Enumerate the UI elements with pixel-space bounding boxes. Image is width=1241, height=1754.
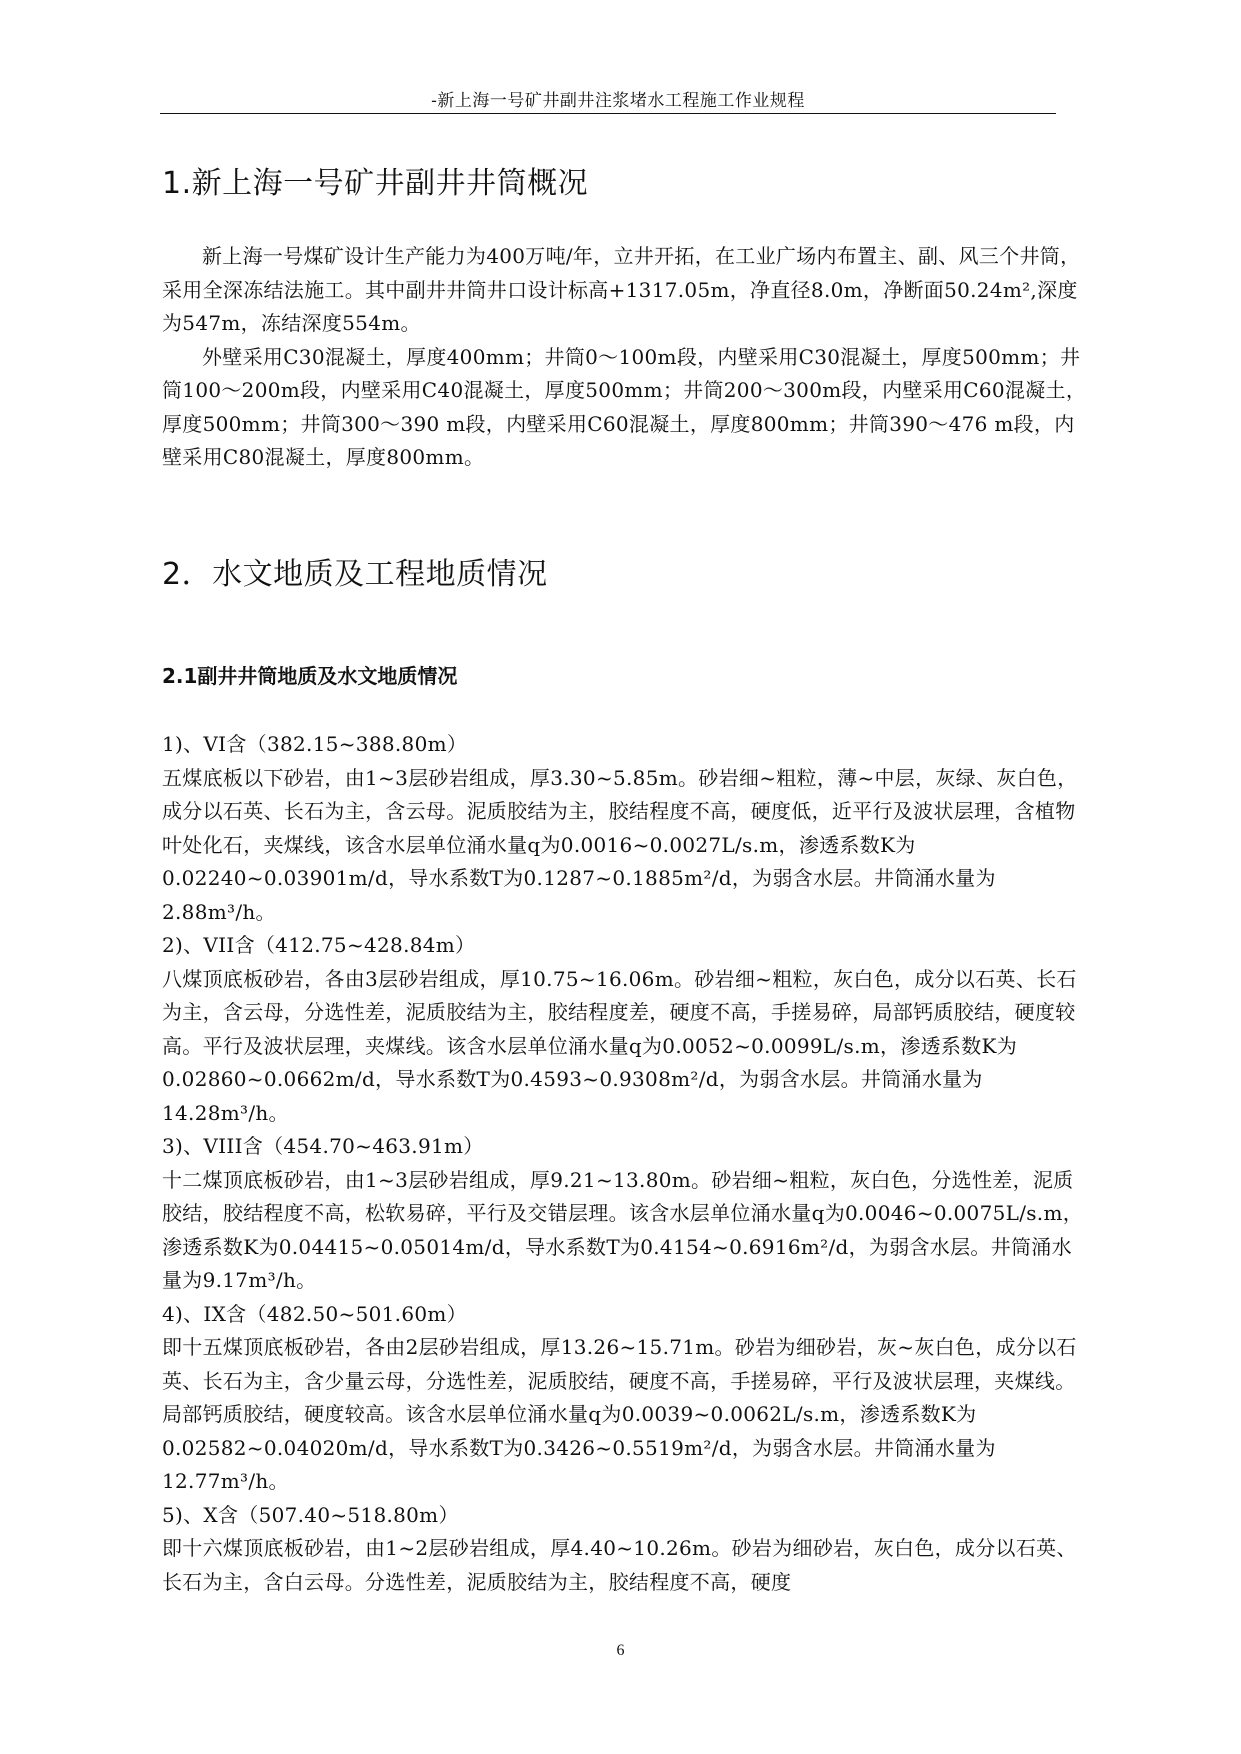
aquifer-8-title: 3)、VIII含（454.70~463.91m） (162, 1134, 484, 1158)
section-2-1-heading: 2.1副井井筒地质及水文地质情况 (162, 664, 458, 688)
aquifer-10-title: 5)、X含（507.40~518.80m） (162, 1502, 459, 1527)
section-1-body (162, 240, 1092, 475)
aquifer-7-description: 八煤顶底板砂岩，各由3层砂岩组成，厚10.75~16.06m。砂岩细~粗粒，灰白色，成分以石英、长石为主，含云母，分选性差，泥质胶结为主，胶结程度差，硬度不高，手搓易碎，局部钙质胶结，硬度较高。平行及波状层理，夹煤线。该含水层单位涌水量q为0.0052~0.0099L/s.m，渗透系数K为0.02860~0.0662m/d，导水系数T为0.4593~0.9308m²/d，为弱含水层。井筒涌水量为14.28m³/h。 (162, 966, 1077, 1125)
aquifer-9-title: 4)、IX含（482.50~501.60m） (162, 1301, 467, 1326)
section-2-heading: 2．水文地质及工程地质情况 (162, 557, 548, 592)
header-rule (160, 113, 1056, 114)
aquifer-8-description: 十二煤顶底板砂岩，由1~3层砂岩组成，厚9.21~13.80m。砂岩细~粗粒，灰白色，分选性差，泥质胶结，胶结程度不高，松软易碎，平行及交错层理。该含水层单位涌水量q为0.0046~0.0075L/s.m，渗透系数K为0.04415~0.05014m/d，导水系数T为0.4154~0.6916m²/d，为弱含水层。井筒涌水量为9.17m³/h。 (162, 1167, 1084, 1292)
section-1-paragraph-1: 新上海一号煤矿设计生产能力为400万吨/年，立井开拓，在工业广场内布置主、副、风三个井筒，采用全深冻结法施工。其中副井井筒井口设计标高+1317.05m，净直径8.0m，净断面50.24m²,深度为547m，冻结深度554m。 (162, 244, 1081, 335)
aquifer-9-description: 即十五煤顶底板砂岩，各由2层砂岩组成，厚13.26~15.71m。砂岩为细砂岩，灰~灰白色，成分以石英、长石为主，含少量云母，分选性差，泥质胶结，硬度不高，手搓易碎，平行及波状层理，夹煤线。局部钙质胶结，硬度较高。该含水层单位涌水量q为0.0039~0.0062L/s.m，渗透系数K为0.02582~0.04020m/d，导水系数T为0.3426~0.5519m²/d，为弱含水层。井筒涌水量为12.77m³/h。 (162, 1335, 1077, 1493)
aquifer-6-description: 五煤底板以下砂岩，由1~3层砂岩组成，厚3.30~5.85m。砂岩细~粗粒，薄~中层，灰绿、灰白色，成分以石英、长石为主，含云母。泥质胶结为主，胶结程度不高，硬度低，近平行及波状层理，含植物叶处化石，夹煤线，该含水层单位涌水量q为0.0016~0.0027L/s.m，渗透系数K为0.02240~0.03901m/d，导水系数T为0.1287~0.1885m²/d，为弱含水层。井筒涌水量为2.88m³/h。 (162, 765, 1078, 924)
running-header: -新上海一号矿井副井注浆堵水工程施工作业规程 (431, 91, 805, 111)
section-2-1-body (162, 728, 1092, 1599)
aquifer-7-title: 2)、VII含（412.75~428.84m） (162, 933, 476, 957)
aquifer-10-description: 即十六煤顶底板砂岩，由1~2层砂岩组成，厚4.40~10.26m。砂岩为细砂岩，灰白色，成分以石英、长石为主，含白云母。分选性差，泥质胶结为主，胶结程度不高，硬度 (162, 1536, 1077, 1594)
section-1-heading: 1.新上海一号矿井副井井筒概况 (162, 166, 589, 201)
section-1-paragraph-2: 外壁采用C30混凝土，厚度400mm；井筒0～100m段，内壁采用C30混凝土，厚度500mm；井筒100～200m段，内壁采用C40混凝土，厚度500mm；井筒200～300m段，内壁采用C60混凝土，厚度500mm；井筒300～390 m段，内壁采用C60混凝土，厚度800mm；井筒390～476 m段，内壁采用C80混凝土，厚度800mm。 (162, 344, 1087, 469)
aquifer-6-title: 1)、VI含（382.15~388.80m） (162, 732, 468, 756)
page-number: 6 (616, 1642, 625, 1659)
